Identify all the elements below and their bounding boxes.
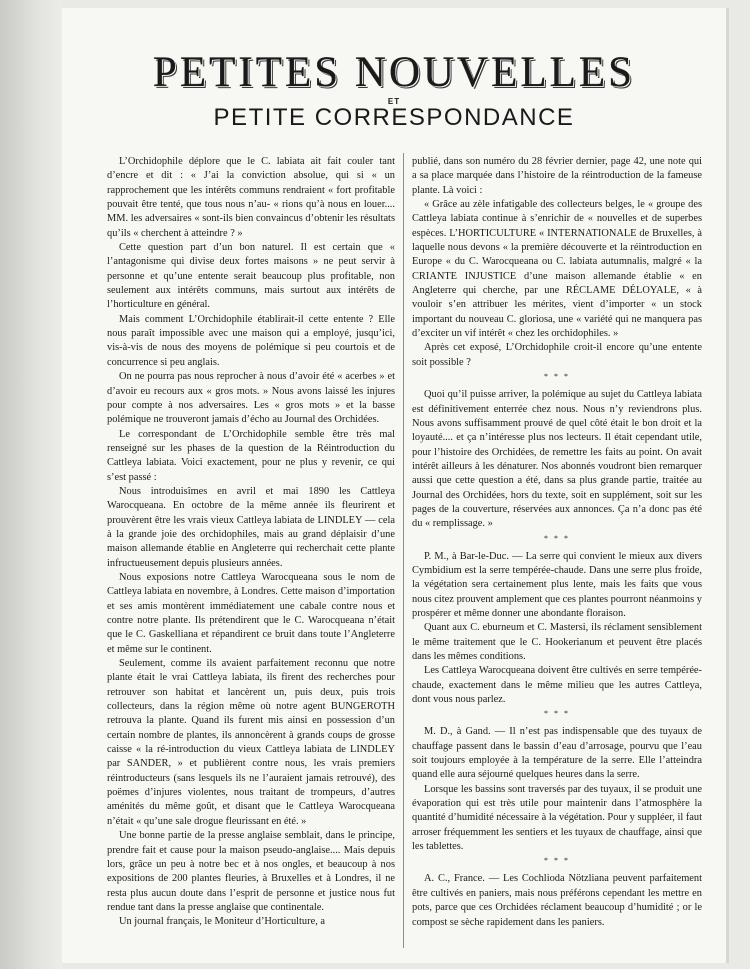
section-separator: * * * [544, 856, 570, 866]
page-subtitle: PETITE CORRESPONDANCE [213, 104, 575, 131]
paragraph: L’Orchidophile déplore que le C. labiata ait fait couler tant d’encre et dit : « J’ai la conviction absolue, qui si « un rapprochement que les intérêts communs rendraient « fort profitable pouvait être tenté, que tous nous n’au- « rions qu’à nous en louer.... MM. les adversaires « sont-ils bien convaincus d’obtenir les résultats qu’ils « cherchent à atteindre ? » [107, 156, 395, 239]
page-title: PETITES NOUVELLES [152, 49, 636, 96]
paragraph: Après cet exposé, L’Orchidophile croit-il encore qu’une entente soit possible ? [412, 342, 702, 368]
correspondence-entry: P. M., à Bar-le-Duc. — La serre qui convient le mieux aux divers Cymbidium est la serre tempérée-chaude. Dans une serre plus froide, la végétation sera certainement plus lente, mais les faits que vous nous citez prouvent amplement que ces plantes pourront néanmoins y prospérer et même donner une abondante floraison. [412, 550, 702, 619]
paragraph: Nous exposions notre Cattleya Warocqueana sous le nom de Cattleya labiata en novembre, à Londres. Cette maison d’importation et ses amis montèrent immédiatement une cabale contre nous et contre notre plante. Ils prétendirent que le C. Warocqueana n’était que le C. Gaskelliana et répandirent ce bruit dans toute l’Angleterre et même sur le continent. [107, 571, 395, 655]
paragraph: Nous introduisîmes en avril et mai 1890 les Cattleya Warocqueana. En octobre de la même année ils fleurirent et prouvèrent être les vrais vieux Cattleya labiata de LINDLEY — cela à la grande joie des orchidophiles, mais au grand déplaisir d’une maison allemande établie en Angleterre qui recherchait cette plante infructueusement depuis plusieurs années. [107, 485, 395, 569]
paragraph: On ne pourra pas nous reprocher à nous d’avoir été « acerbes » et d’avoir eu recours aux « gros mots. » Nous avons laissé les injures pour compte à nos adversaires. Les « gros mots » et la basse polémique ne trouveront jamais d’écho au Journal des Orchidées. [107, 371, 395, 426]
correspondence-entry: A. C., France. — Les Cochlioda Nötzliana peuvent parfaitement être cultivés en paniers, mais nous préférons cependant les mettre en pots, parce que ces Orchidées réclament beaucoup d’humidité ; or le compost se sèche rapidement dans les paniers. [412, 873, 702, 928]
page-edge [726, 8, 729, 963]
paragraph: Quoi qu’il puisse arriver, la polémique au sujet du Cattleya labiata est définitivement enterrée chez nous. Nous n’y reviendrons plus. Nous avons suffisamment prouvé de quel côté était le bon droit et la loyauté.... et ça n’intéresse plus nos lecteurs. Il était cependant utile, pour l’histoire des Orchidées, de remettre les faits au point. On avait intérêt ailleurs à les dénaturer. Nos abonnés voudront bien remarquer aussi que cette question a été, dans sa plus grande partie, traitée au Journal des Orchidées, hors du texte, soit en supplément, soit sur les pages de la couverture, réservées aux annonces. Ça n’a donc pas été du « remplissage. » [412, 389, 702, 530]
paragraph: Les Cattleya Warocqueana doivent être cultivés en serre tempérée-chaude, exactement dans le même milieu que les autres Cattleya, dont vous nous parlez. [412, 665, 702, 706]
paragraph: Mais comment L’Orchidophile établirait-il cette entente ? Elle nous paraît impossible avec une maison qui a employé, jusqu’ici, vis-à-vis de nous des moyens de polémique si peu courtois et de concurrence si peu anglais. [107, 313, 395, 368]
section-separator: * * * [544, 533, 570, 543]
section-separator: * * * [544, 372, 570, 382]
right-column [412, 155, 702, 955]
quotation: « Grâce au zèle infatigable des collecteurs belges, le « groupe des Cattleya labiata continue à s’enrichir de « nouvelles et de superbes espèces. L’HORTICULTURE « INTERNATIONALE de Bruxelles, à laquelle nous devons « la première découverte et la réintroduction en Europe « du C. Warocqueana ou C. labiata autumnalis, malgré « la CRIANTE INJUSTICE d’une maison allemande établie « en Angleterre qui cherche, par une RÉCLAME DÉLOYALE, « à vouloir s’en attribuer les mérites, vient d’importer « un stock important du nouveau C. gloriosa, une « variété qui ne manquera pas d’exciter un vif intérêt « chez les orchidophiles. » [412, 199, 702, 340]
book-binding [0, 0, 62, 969]
paragraph: Quant aux C. eburneum et C. Mastersi, ils réclament sensiblement le même traitement que le C. Hookerianum et peuvent être placés dans les mêmes conditions. [412, 622, 702, 662]
paragraph: Cette question part d’un bon naturel. Il est certain que « l’antagonisme qui divise deux fortes maisons » ne peut servir à personne et qu’une entente serait beaucoup plus profitable, non seulement aux intérêts communs, mais surtout aux intérêts de l’horticulture en général. [107, 242, 395, 311]
paragraph: Lorsque les bassins sont traversés par des tuyaux, il se produit une évaporation qui est très utile pour maintenir dans l’atmosphère la quantité d’humidité nécessaire à la végétation. Pour y suppléer, il faut arroser fréquemment les sentiers et les tuyaux de chauffage, ainsi que les tablettes. [412, 783, 702, 853]
paragraph: Seulement, comme ils avaient parfaitement reconnu que notre plante était le vrai Cattleya labiata, ils firent des recherches pour retrouver son habitat et lancèrent un, puis deux, puis trois collecteurs, dans la région même où notre agent BUNGEROTH retrouva la plante. Quand ils furent mis ainsi en possession d’un certain nombre de plantes, ils annoncèrent à grands coups de grosse caisse « la ré-introduction du vieux Cattleya labiata de LINDLEY par SANDER, » et publièrent contre nous, les vrais premiers réintroducteurs (sans lesquels ils ne l’auraient jamais retrouvé), des poëmes d’injures violentes, nous traitant de trompeurs, d’autres aménités du même goût, et disant que le Cattleya Warocqueana n’était « qu’une sale drogue fleurissant en été. » [107, 658, 395, 827]
paragraph: Le correspondant de L’Orchidophile semble être très mal renseigné sur les phases de la question de la Réintroduction du Cattleya labiata. Voici exactement, pour ne plus y revenir, ce qui s’est passé : [107, 428, 395, 483]
journal-page [62, 8, 726, 963]
paragraph: Un journal français, le Moniteur d’Horticulture, a [119, 916, 326, 928]
correspondence-entry: M. D., à Gand. — Il n’est pas indispensable que des tuyaux de chauffage passent dans le bassin d’eau d’arrosage, pourvu que l’eau soit toujours employée à la température de la serre. Elle l’atteindra quand elle aura séjourné quelques heures dans la serre. [412, 726, 702, 781]
title-conjunction: ET [387, 97, 401, 106]
left-column [107, 155, 395, 955]
section-separator: * * * [544, 709, 570, 719]
paragraph: Une bonne partie de la presse anglaise semblait, dans le principe, prendre fait et cause pour la maison pseudo-anglaise.... Mais depuis lors, grâce un peu à notre bec et à nos ongles, et beaucoup à nos expositions de 200 plantes fleuries, à Bruxelles et à Londres, il ne resta plus aucun doute dans l’esprit de personne et justice nous fut rendue tant dans la presse anglaise que continentale. [107, 830, 395, 913]
column-divider [403, 153, 404, 948]
paragraph: publié, dans son numéro du 28 février dernier, page 42, une note qui a sa place marquée dans l’histoire de la réintroduction de la fameuse plante. Là voici : [412, 156, 702, 196]
